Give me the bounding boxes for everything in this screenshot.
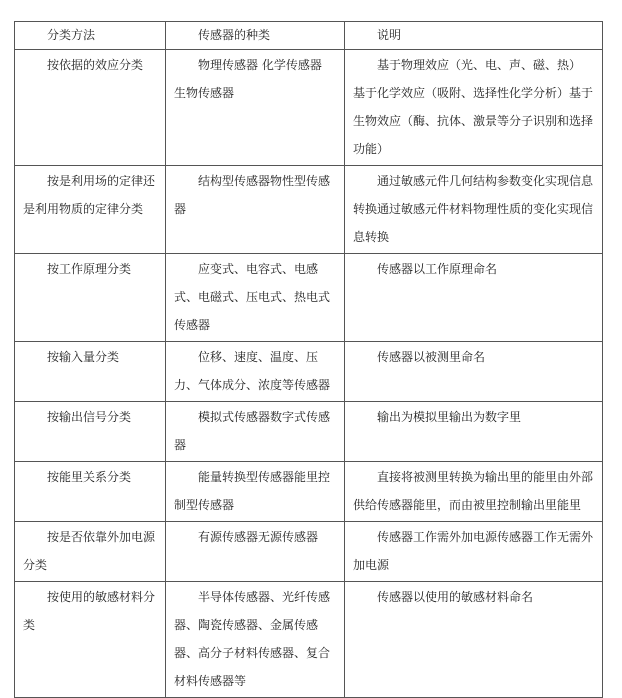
cell-method	[15, 522, 166, 582]
cell-types	[166, 462, 345, 522]
cell-note	[345, 402, 603, 462]
cell-types	[166, 166, 345, 254]
cell-note-text: 传感器以使用的敏感材料命名	[377, 590, 534, 604]
cell-types	[166, 254, 345, 342]
cell-note-text: 传感器工作需外加电源传感器工作无需外加电源	[353, 530, 594, 572]
cell-note-text: 传感器以工作原理命名	[377, 262, 498, 276]
cell-note	[345, 522, 603, 582]
header-note	[345, 22, 603, 50]
cell-note-text: 直接将被测里转换为输出里的能里由外部供给传感器能里，而由被里控制输出里能里	[353, 470, 594, 512]
cell-method	[15, 402, 166, 462]
cell-method	[15, 342, 166, 402]
cell-method-text: 按输入量分类	[47, 350, 120, 364]
cell-method-text: 按工作原理分类	[47, 262, 132, 276]
cell-note-text: 输出为模拟里输出为数字里	[377, 410, 522, 424]
cell-method	[15, 254, 166, 342]
cell-types-text: 半导体传感器、光纤传感器、陶瓷传感器、金属传感器、高分子材料传感器、复合材料传感器等	[174, 590, 331, 688]
cell-note	[345, 50, 603, 166]
cell-method-text: 按是利用场的定律还是利用物质的定律分类	[23, 174, 156, 216]
cell-note	[345, 254, 603, 342]
cell-method-text: 按输出信号分类	[47, 410, 132, 424]
cell-note-text: 基于物理效应（光、电、声、磁、热） 基于化学效应（吸附、选择性化学分析）基于生物效应（酶、抗体、激景等分子识别和选择功能）	[353, 58, 594, 156]
cell-note	[345, 462, 603, 522]
cell-method-text: 按是否依靠外加电源分类	[23, 530, 156, 572]
cell-method-text: 按依据的效应分类	[47, 58, 144, 72]
header-types-label: 传感器的种类	[198, 28, 271, 42]
header-method-label: 分类方法	[47, 28, 96, 42]
cell-method	[15, 166, 166, 254]
cell-types-text: 物理传感器 化学传感器 生物传感器	[174, 58, 322, 100]
cell-types	[166, 50, 345, 166]
cell-types-text: 有源传感器无源传感器	[198, 530, 319, 544]
cell-types-text: 应变式、电容式、电感式、电磁式、压电式、热电式传感器	[174, 262, 331, 332]
cell-types-text: 位移、速度、温度、压力、气体成分、浓度等传感器	[174, 350, 331, 392]
sensor-classification-table	[14, 21, 603, 698]
cell-types	[166, 342, 345, 402]
cell-types-text: 能量转换型传感器能里控制型传感器	[174, 470, 331, 512]
cell-method-text: 按使用的敏感材料分类	[23, 590, 156, 632]
cell-types-text: 模拟式传感器数字式传感器	[174, 410, 331, 452]
cell-note	[345, 582, 603, 698]
cell-types	[166, 582, 345, 698]
header-method	[15, 22, 166, 50]
table-header-row	[15, 22, 603, 50]
header-types	[166, 22, 345, 50]
table-row	[15, 254, 603, 342]
cell-types	[166, 402, 345, 462]
cell-note	[345, 342, 603, 402]
table-row	[15, 166, 603, 254]
cell-method	[15, 50, 166, 166]
cell-method	[15, 462, 166, 522]
table-row	[15, 50, 603, 166]
table-row	[15, 462, 603, 522]
table-row	[15, 402, 603, 462]
sensor-classification-table-container	[14, 21, 603, 698]
cell-note-text: 通过敏感元件几何结构参数变化实现信息转换通过敏感元件材料物理性质的变化实现信息转换	[353, 174, 594, 244]
cell-types	[166, 522, 345, 582]
cell-types-text: 结构型传感器物性型传感器	[174, 174, 331, 216]
cell-note	[345, 166, 603, 254]
cell-note-text: 传感器以被测里命名	[377, 350, 486, 364]
table-row	[15, 342, 603, 402]
cell-method	[15, 582, 166, 698]
header-note-label: 说明	[377, 28, 402, 42]
table-row	[15, 522, 603, 582]
table-row	[15, 582, 603, 698]
cell-method-text: 按能里关系分类	[47, 470, 132, 484]
